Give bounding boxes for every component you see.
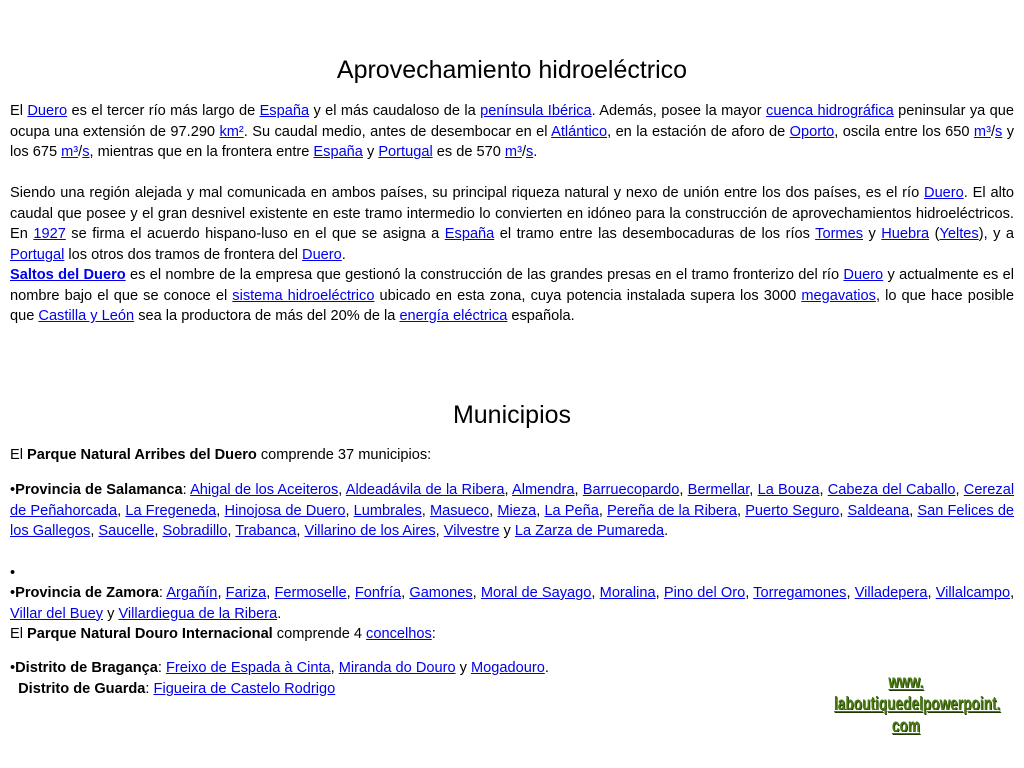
text-run: el tramo entre las desembocaduras de los ríos — [494, 226, 816, 243]
paragraph-arribes-intro — [10, 445, 1014, 466]
link-cerezal-de-peñahorcada[interactable]: Cerezal de Peñahorcada — [10, 482, 1015, 519]
text-run: , — [909, 502, 918, 519]
bold-label: Distrito de Bragança — [15, 660, 158, 676]
text-run: , — [655, 585, 664, 601]
link-bermellar[interactable]: Bermellar — [687, 482, 750, 498]
link-s[interactable]: s — [995, 123, 1003, 140]
text-run: , — [227, 523, 236, 540]
text-run: / — [521, 144, 526, 161]
text-run: . Además, posee la mayor — [591, 103, 767, 119]
link-m-[interactable]: m³ — [973, 123, 991, 140]
list-item-salamanca — [10, 480, 1014, 542]
text-run: y — [499, 523, 515, 540]
text-run: • — [10, 585, 16, 601]
bold-label: Parque Natural Douro Internacional — [27, 626, 273, 642]
text-run: comprende 37 municipios: — [256, 447, 432, 463]
link-duero[interactable]: Duero — [302, 246, 342, 263]
text-run: , — [338, 482, 346, 498]
text-run: , — [591, 585, 600, 601]
link-la-bouza[interactable]: La Bouza — [757, 482, 820, 498]
text-run: : — [158, 585, 167, 601]
text-run: , oscila entre los 650 — [834, 123, 974, 140]
text-run: , — [216, 502, 225, 519]
text-run: ubicado en esta zona, cuya potencia instalada supera los 3000 — [374, 287, 802, 304]
text-run: . — [544, 660, 549, 676]
link-m-[interactable]: m³ — [504, 144, 522, 161]
link-argañín[interactable]: Argañín — [166, 585, 218, 601]
text-run: / — [990, 123, 995, 140]
link-figueira-de-castelo-rodrigo[interactable]: Figueira de Castelo Rodrigo — [153, 681, 336, 697]
text-run: , — [839, 502, 848, 519]
text-run: , — [217, 585, 226, 601]
text-run: ( — [929, 226, 940, 243]
link-almendra[interactable]: Almendra — [512, 482, 575, 498]
link-megavatios[interactable]: megavatios — [801, 287, 876, 304]
text-run: española. — [507, 308, 575, 325]
text-run: , — [927, 585, 936, 601]
link-s[interactable]: s — [526, 144, 534, 161]
text-run: , — [117, 502, 126, 519]
bold-label: Provincia de Salamanca — [15, 482, 183, 498]
link-sistema-hidroeléctrico[interactable]: sistema hidroeléctrico — [232, 287, 375, 304]
text-run: , — [846, 585, 855, 601]
link-cabeza-del-caballo[interactable]: Cabeza del Caballo — [827, 482, 956, 498]
link-saltos-del-duero[interactable]: Saltos del Duero — [10, 267, 126, 283]
text-run: peninsular ya que ocupa una extensión de 97.290 — [10, 103, 1015, 140]
text-run: Siendo una región alejada y mal comunicada en ambos países, su principal riqueza natural y nexo de unión entre los dos países, es el río — [10, 185, 925, 201]
paragraph-region — [10, 183, 1014, 265]
watermark-line-1: www. — [888, 672, 924, 693]
text-run: los otros dos tramos de frontera del — [64, 246, 303, 263]
link-san-felices-de-los-gallegos[interactable]: San Felices de los Gallegos — [10, 502, 1015, 540]
link-hinojosa-de-duero[interactable]: Hinojosa de Duero — [224, 502, 346, 519]
text-run: , — [401, 585, 410, 601]
link-moral-de-sayago[interactable]: Moral de Sayago — [480, 585, 592, 601]
text-run: , — [296, 523, 305, 540]
watermark-line-3: com — [891, 716, 921, 737]
text-run: • — [10, 660, 16, 676]
paragraph-duero-intro — [10, 101, 1014, 163]
text-run — [10, 681, 18, 697]
text-run: / — [78, 144, 83, 161]
link-mieza[interactable]: Mieza — [497, 502, 537, 519]
text-run: . El alto caudal que posee y el gran desnivel existente en este tramo intermedio lo convierten en idóneo para la construcción de aprovechamientos hidroeléctricos. En — [10, 185, 1014, 243]
link-cuenca-hidrográfica[interactable]: cuenca hidrográfica — [766, 103, 894, 119]
text-run: El — [10, 103, 28, 119]
link-castilla-y-león[interactable]: Castilla y León — [38, 308, 135, 325]
paragraph-douro-intro — [10, 624, 1014, 645]
link-españa[interactable]: España — [259, 103, 310, 119]
text-run: , — [598, 502, 608, 519]
link-huebra[interactable]: Huebra — [881, 226, 930, 243]
link-villalcampo[interactable]: Villalcampo — [935, 585, 1011, 601]
link-trabanca[interactable]: Trabanca — [235, 523, 297, 540]
text-run: , — [749, 482, 758, 498]
link-barruecopardo[interactable]: Barruecopardo — [582, 482, 680, 498]
link-1927[interactable]: 1927 — [33, 226, 66, 243]
text-run: . — [341, 246, 346, 263]
link-km-[interactable]: km² — [219, 123, 244, 140]
text-run: y los 675 — [10, 123, 1014, 161]
text-run: : — [431, 626, 436, 642]
section-heading-municipios: Municipios — [452, 401, 572, 429]
link-pino-del-oro[interactable]: Pino del Oro — [663, 585, 746, 601]
link-villarino-de-los-aires[interactable]: Villarino de los Aires — [304, 523, 436, 540]
link-energía-eléctrica[interactable]: energía eléctrica — [399, 308, 508, 325]
text-run: . — [664, 523, 669, 540]
text-run: y — [103, 605, 119, 622]
link-torregamones[interactable]: Torregamones — [753, 585, 847, 601]
text-run: , — [955, 482, 964, 498]
text-run: , mientras que en la frontera entre — [89, 144, 314, 161]
link-concelhos[interactable]: concelhos — [366, 626, 432, 642]
link-atlántico[interactable]: Atlántico — [551, 123, 608, 140]
link-yeltes[interactable]: Yeltes — [939, 226, 979, 243]
link-villardiegua-de-la-ribera[interactable]: Villardiegua de la Ribera — [118, 605, 278, 622]
bold-label: Distrito de Guarda — [18, 681, 146, 697]
text-run: , — [346, 585, 355, 601]
link-freixo-de-espada-à-cinta[interactable]: Freixo de Espada à Cinta — [165, 660, 331, 676]
text-run: es el tercer río más largo de — [67, 103, 260, 119]
link-oporto[interactable]: Oporto — [789, 123, 835, 140]
link-españa[interactable]: España — [444, 226, 495, 243]
text-run: , — [435, 523, 444, 540]
link-península-ibérica[interactable]: península Ibérica — [480, 103, 592, 119]
link-portugal[interactable]: Portugal — [10, 246, 65, 263]
text-run: y — [362, 144, 379, 161]
link-ahigal-de-los-aceiteros[interactable]: Ahigal de los Aceiteros — [190, 482, 339, 498]
section-heading-hydro: Aprovechamiento hidroeléctrico — [336, 56, 688, 84]
text-run: , — [679, 482, 688, 498]
link-vilvestre[interactable]: Vilvestre — [443, 523, 500, 540]
text-run: , — [1010, 585, 1015, 601]
text-run: , — [504, 482, 513, 498]
text-run: , — [489, 502, 498, 519]
link-portugal[interactable]: Portugal — [378, 144, 433, 161]
text-run: sea la productora de más del 20% de la — [134, 308, 400, 325]
text-run: comprende 4 — [272, 626, 367, 642]
text-run: , en la estación de aforo de — [607, 123, 790, 140]
text-run: , — [421, 502, 430, 519]
link-pereña-de-la-ribera[interactable]: Pereña de la Ribera — [607, 502, 738, 519]
link-duero[interactable]: Duero — [27, 103, 68, 119]
text-run: ), y a — [978, 226, 1015, 243]
link-moralina[interactable]: Moralina — [599, 585, 656, 601]
link-españa[interactable]: España — [313, 144, 363, 161]
text-run: , — [472, 585, 481, 601]
text-run: . — [533, 144, 538, 161]
link-lumbrales[interactable]: Lumbrales — [353, 502, 422, 519]
list-item-empty-bullet: • — [10, 565, 16, 581]
link-tormes[interactable]: Tormes — [815, 226, 863, 243]
text-run: , lo que hace posible que — [10, 287, 1014, 325]
link-mogadouro[interactable]: Mogadouro — [470, 660, 545, 676]
link-fonfría[interactable]: Fonfría — [354, 585, 402, 601]
link-saldeana[interactable]: Saldeana — [847, 502, 910, 519]
link-la-fregeneda[interactable]: La Fregeneda — [125, 502, 217, 519]
text-run: : — [182, 482, 191, 498]
text-run: , — [745, 585, 754, 601]
list-item-zamora — [10, 583, 1014, 624]
text-run: , — [536, 502, 545, 519]
link-saucelle[interactable]: Saucelle — [98, 523, 155, 540]
link-duero[interactable]: Duero — [924, 185, 964, 201]
link-sobradillo[interactable]: Sobradillo — [162, 523, 228, 540]
text-run: , — [154, 523, 163, 540]
text-run: y — [863, 226, 882, 243]
text-run: es el nombre de la empresa que gestionó la construcción de las grandes presas en el tramo fronterizo del río — [125, 267, 844, 283]
watermark-line-2: laboutiquedelpowerpoint. — [834, 694, 1001, 715]
paragraph-saltos — [10, 265, 1014, 327]
text-run: , — [819, 482, 828, 498]
text-run: , — [90, 523, 99, 540]
text-run: y actualmente es el nombre bajo el que se conoce el — [10, 267, 1015, 304]
text-run: • — [10, 482, 16, 498]
link-fariza[interactable]: Fariza — [225, 585, 267, 601]
text-run: . — [277, 605, 282, 622]
text-run: , — [266, 585, 275, 601]
text-run: y — [455, 660, 471, 676]
link-gamones[interactable]: Gamones — [409, 585, 473, 601]
text-run: y el más caudaloso de la — [309, 103, 481, 119]
text-run: : — [157, 660, 166, 676]
bold-label: Parque Natural Arribes del Duero — [27, 447, 257, 463]
watermark-logo — [834, 672, 1001, 738]
link-m-[interactable]: m³ — [61, 144, 79, 161]
link-aldeadávila-de-la-ribera[interactable]: Aldeadávila de la Ribera — [345, 482, 505, 498]
text-run: , — [330, 660, 339, 676]
link-villar-del-buey[interactable]: Villar del Buey — [10, 605, 104, 622]
link-villadepera[interactable]: Villadepera — [854, 585, 928, 601]
text-run: , — [345, 502, 354, 519]
text-run: se firma el acuerdo hispano-luso en el que se asigna a — [65, 226, 445, 243]
link-miranda-do-douro[interactable]: Miranda do Douro — [338, 660, 456, 676]
link-puerto-seguro[interactable]: Puerto Seguro — [745, 502, 840, 519]
link-fermoselle[interactable]: Fermoselle — [274, 585, 347, 601]
text-run: , — [574, 482, 583, 498]
text-run: , — [737, 502, 746, 519]
link-s[interactable]: s — [82, 144, 90, 161]
text-run: . Su caudal medio, antes de desembocar en el — [243, 123, 552, 140]
text-run: El — [10, 626, 28, 642]
bold-label: Provincia de Zamora — [15, 585, 159, 601]
link-la-peña[interactable]: La Peña — [544, 502, 599, 519]
text-run: El — [10, 447, 28, 463]
link-duero[interactable]: Duero — [843, 267, 884, 283]
text-run: : — [145, 681, 154, 697]
text-run: es de 570 — [432, 144, 505, 161]
link-masueco[interactable]: Masueco — [429, 502, 490, 519]
link-la-zarza-de-pumareda[interactable]: La Zarza de Pumareda — [514, 523, 665, 540]
